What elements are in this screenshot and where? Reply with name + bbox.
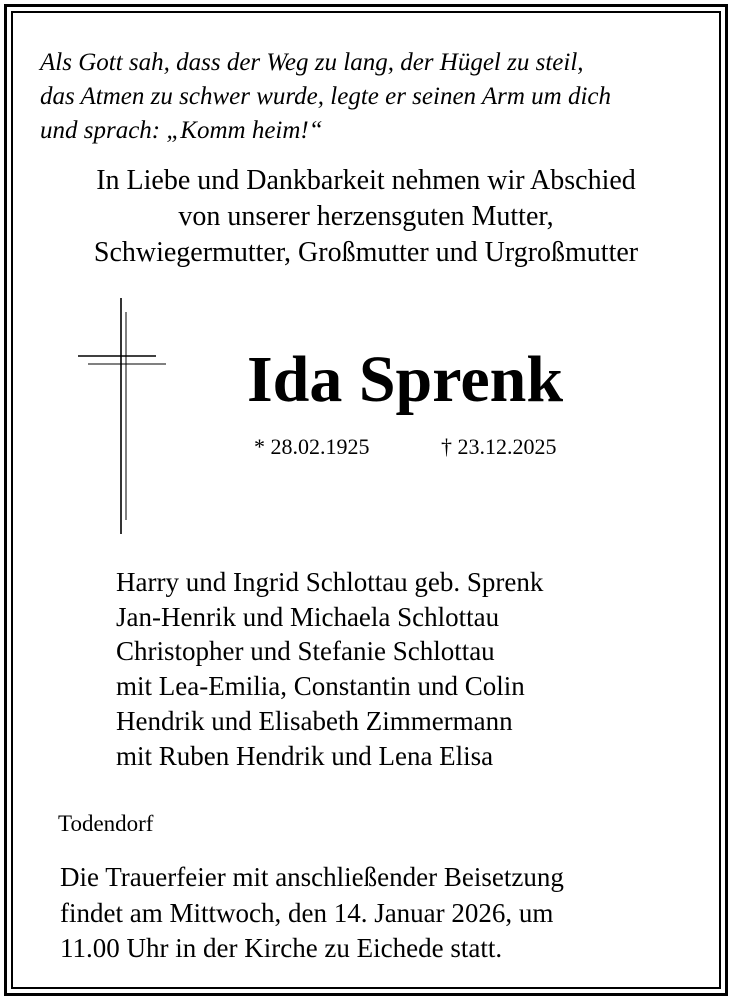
intro-line: In Liebe und Dankbarkeit nehmen wir Abschied xyxy=(96,165,636,196)
funeral-service-notice xyxy=(60,860,680,967)
farewell-intro xyxy=(20,163,712,271)
mourner-line: mit Ruben Hendrik und Lena Elisa xyxy=(116,740,494,771)
service-line: 11.00 Uhr in der Kirche zu Eichede statt. xyxy=(60,933,503,963)
mourners-list xyxy=(116,565,676,773)
motto-line: und sprach: „Komm heim!“ xyxy=(40,117,323,144)
intro-line: von unserer herzensguten Mutter, xyxy=(178,201,554,232)
mourner-line: Jan-Henrik und Michaela Schlottau xyxy=(116,601,500,632)
place-name: Todendorf xyxy=(58,811,154,836)
motto-verse xyxy=(40,46,700,148)
cross-icon xyxy=(76,298,168,534)
birth-date: * 28.02.1925 xyxy=(254,434,370,459)
mourner-line: mit Lea-Emilia, Constantin und Colin xyxy=(116,671,525,702)
intro-line: Schwiegermutter, Großmutter und Urgroßmutter xyxy=(93,237,639,268)
motto-line: das Atmen zu schwer wurde, legte er seinen Arm um dich xyxy=(40,83,611,110)
service-line: Die Trauerfeier mit anschließender Beisetzung xyxy=(60,862,564,892)
deceased-name: Ida Sprenk xyxy=(246,343,564,416)
mourner-line: Harry und Ingrid Schlottau geb. Sprenk xyxy=(116,567,544,597)
motto-line: Als Gott sah, dass der Weg zu lang, der Hügel zu steil, xyxy=(40,49,584,76)
mourner-line: Hendrik und Elisabeth Zimmermann xyxy=(116,705,513,736)
service-line: findet am Mittwoch, den 14. Januar 2026, um xyxy=(60,897,554,928)
death-date: † 23.12.2025 xyxy=(441,434,557,459)
mourner-line: Christopher und Stefanie Schlottau xyxy=(116,636,495,667)
